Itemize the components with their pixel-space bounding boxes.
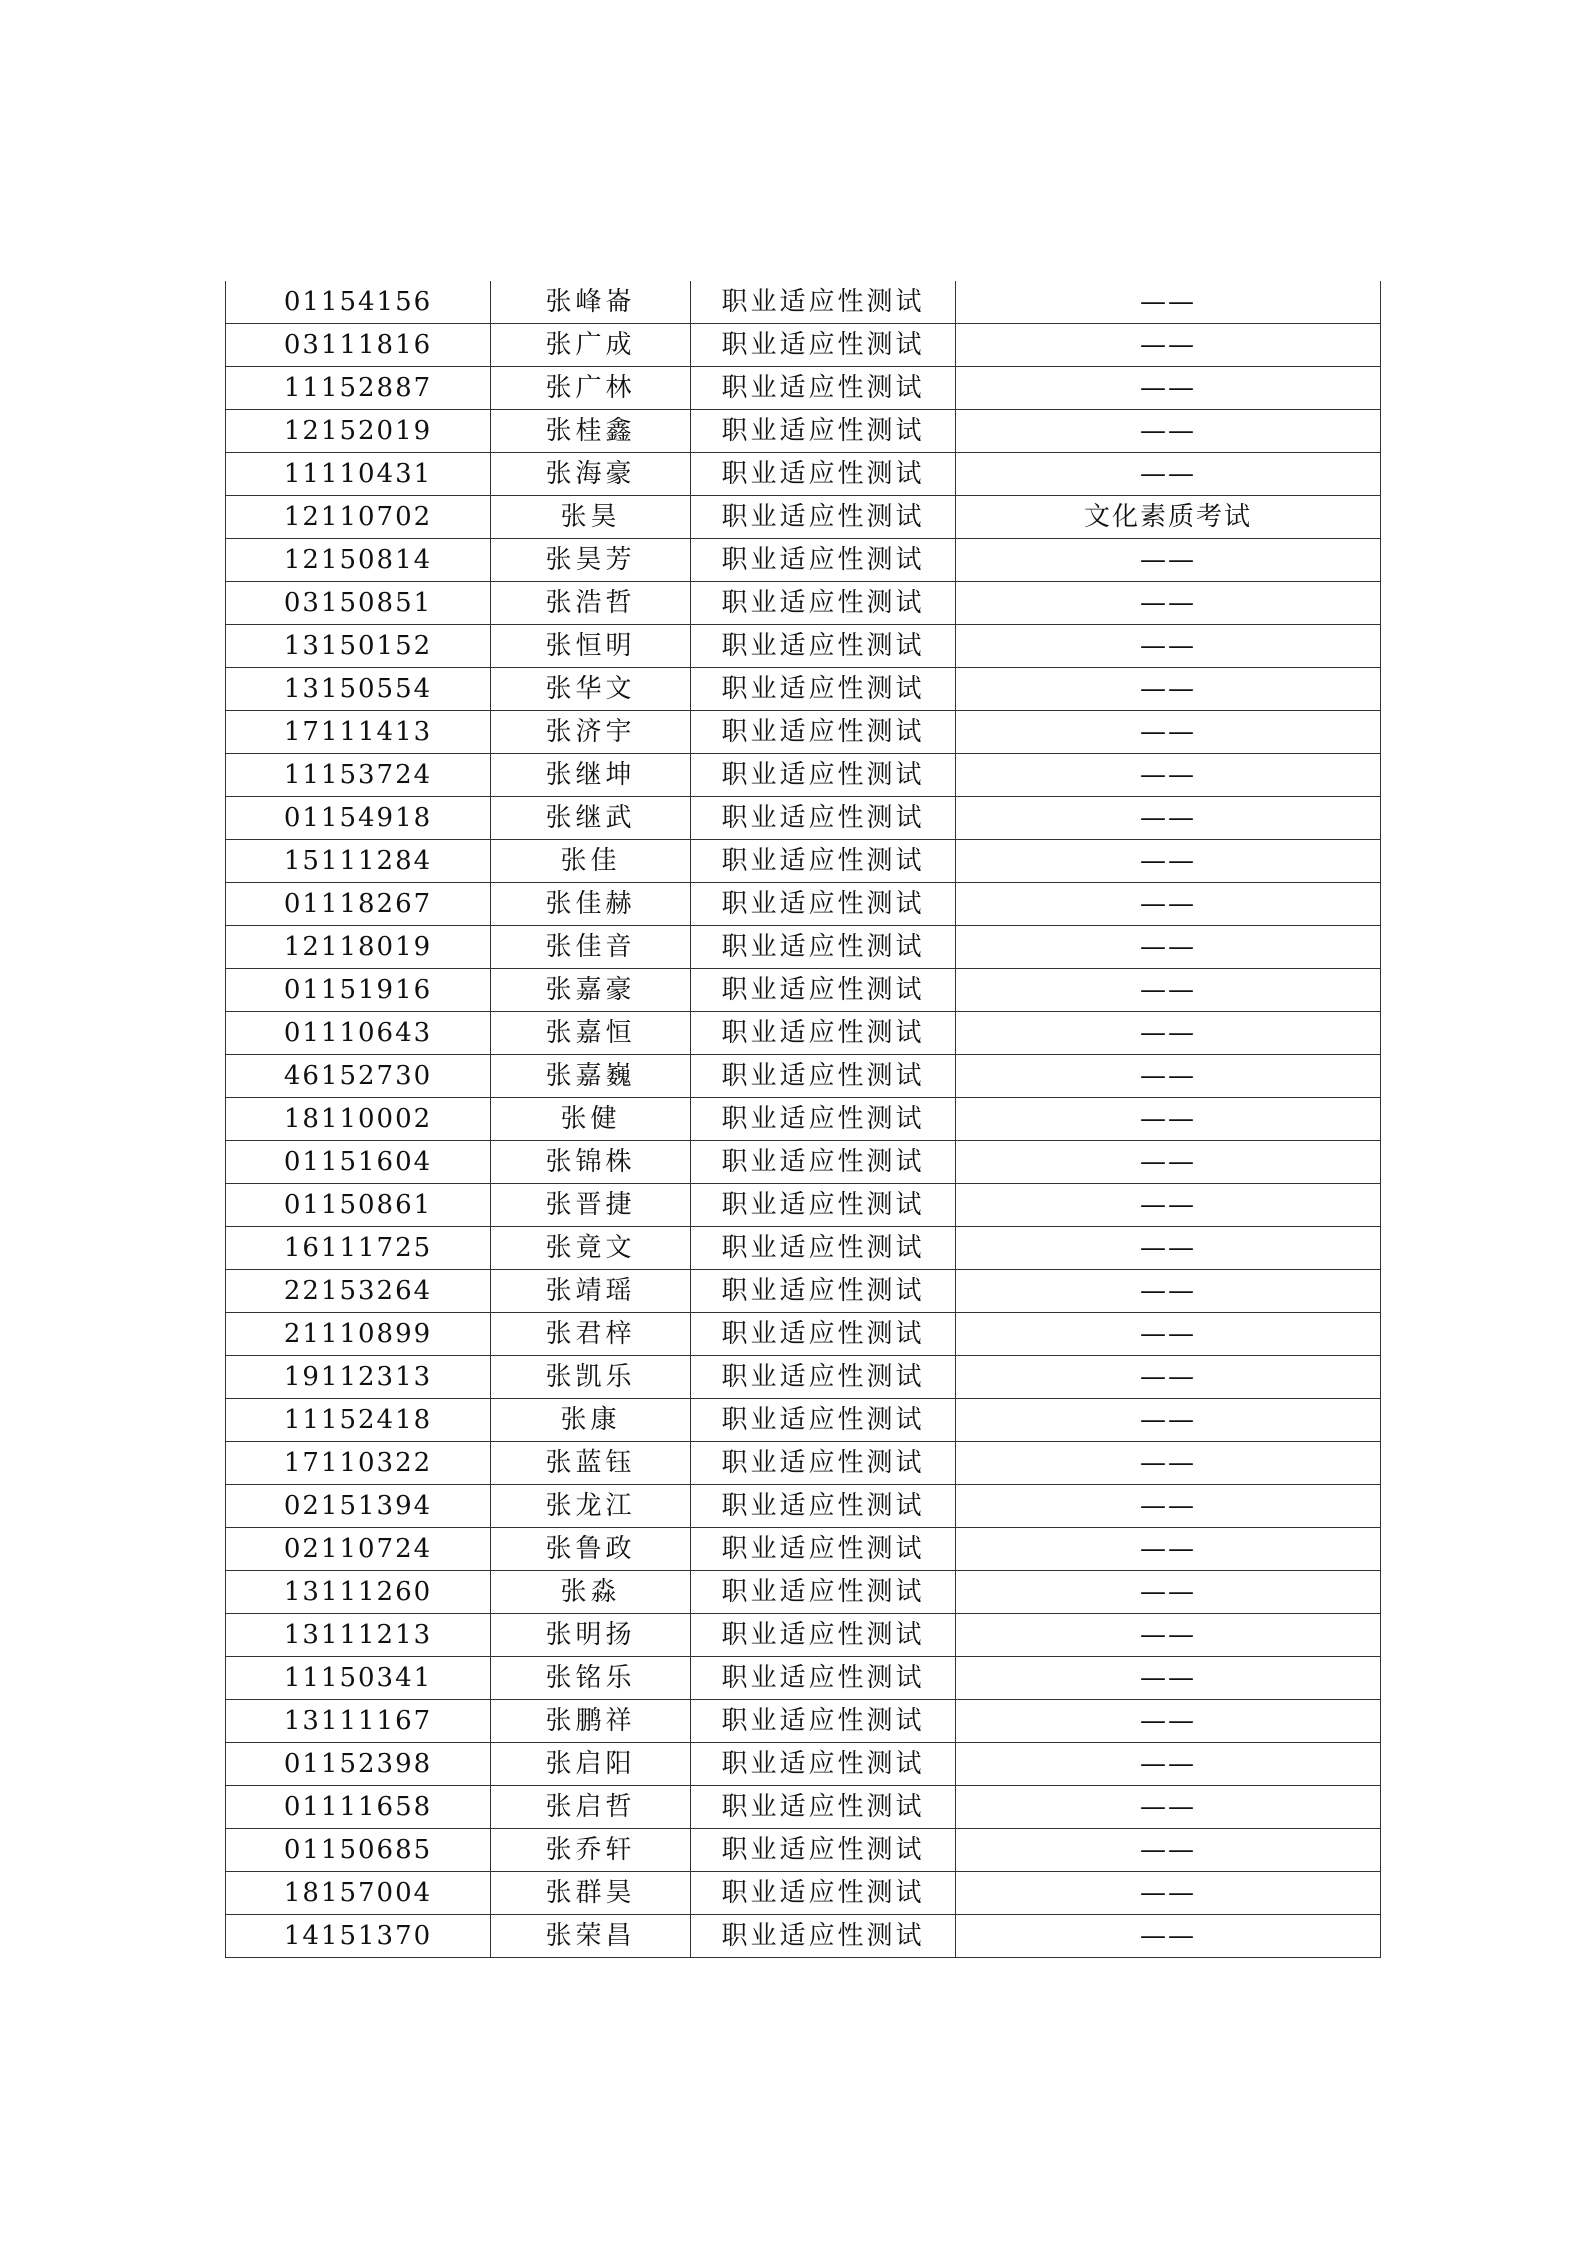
- candidate-number-cell: 11153724: [226, 754, 491, 797]
- test-type-cell: 职业适应性测试: [691, 1270, 956, 1313]
- candidate-name-cell: 张海豪: [491, 453, 691, 496]
- remark-cell: ——: [956, 1657, 1381, 1700]
- test-type-cell: 职业适应性测试: [691, 711, 956, 754]
- remark-cell: ——: [956, 1786, 1381, 1829]
- remark-cell: ——: [956, 1313, 1381, 1356]
- remark-cell: ——: [956, 883, 1381, 926]
- test-type-cell: 职业适应性测试: [691, 1614, 956, 1657]
- candidate-name-cell: 张佳音: [491, 926, 691, 969]
- test-type-cell: 职业适应性测试: [691, 969, 956, 1012]
- remark-cell: ——: [956, 281, 1381, 324]
- candidate-number-cell: 01152398: [226, 1743, 491, 1786]
- candidate-name-cell: 张凯乐: [491, 1356, 691, 1399]
- remark-cell: ——: [956, 1915, 1381, 1958]
- candidate-name-cell: 张广林: [491, 367, 691, 410]
- test-type-cell: 职业适应性测试: [691, 1356, 956, 1399]
- test-type-cell: 职业适应性测试: [691, 1657, 956, 1700]
- table-row: [226, 1657, 1381, 1700]
- table-row: [226, 496, 1381, 539]
- table-row: [226, 281, 1381, 324]
- candidate-name-cell: 张峰崙: [491, 281, 691, 324]
- remark-cell: ——: [956, 539, 1381, 582]
- test-type-cell: 职业适应性测试: [691, 453, 956, 496]
- table-row: [226, 926, 1381, 969]
- candidate-number-cell: 17110322: [226, 1442, 491, 1485]
- remark-cell: ——: [956, 410, 1381, 453]
- table-row: [226, 797, 1381, 840]
- test-type-cell: 职业适应性测试: [691, 1399, 956, 1442]
- candidate-name-cell: 张佳: [491, 840, 691, 883]
- remark-cell: ——: [956, 1571, 1381, 1614]
- table-row: [226, 1571, 1381, 1614]
- remark-cell: ——: [956, 969, 1381, 1012]
- candidate-number-cell: 01151604: [226, 1141, 491, 1184]
- table-row: [226, 539, 1381, 582]
- test-type-cell: 职业适应性测试: [691, 281, 956, 324]
- test-type-cell: 职业适应性测试: [691, 1485, 956, 1528]
- candidate-number-cell: 13111260: [226, 1571, 491, 1614]
- table-row: [226, 1399, 1381, 1442]
- remark-cell: ——: [956, 1528, 1381, 1571]
- remark-cell: ——: [956, 797, 1381, 840]
- test-type-cell: 职业适应性测试: [691, 1227, 956, 1270]
- test-type-cell: 职业适应性测试: [691, 324, 956, 367]
- candidate-name-cell: 张佳赫: [491, 883, 691, 926]
- roster-table-body: [226, 281, 1381, 1958]
- table-row: [226, 1442, 1381, 1485]
- candidate-number-cell: 13150554: [226, 668, 491, 711]
- test-type-cell: 职业适应性测试: [691, 1571, 956, 1614]
- test-type-cell: 职业适应性测试: [691, 625, 956, 668]
- candidate-name-cell: 张启阳: [491, 1743, 691, 1786]
- candidate-name-cell: 张君梓: [491, 1313, 691, 1356]
- test-type-cell: 职业适应性测试: [691, 496, 956, 539]
- test-type-cell: 职业适应性测试: [691, 883, 956, 926]
- candidate-number-cell: 11150341: [226, 1657, 491, 1700]
- table-row: [226, 1270, 1381, 1313]
- test-type-cell: 职业适应性测试: [691, 1786, 956, 1829]
- test-type-cell: 职业适应性测试: [691, 926, 956, 969]
- table-row: [226, 1915, 1381, 1958]
- remark-cell: ——: [956, 1700, 1381, 1743]
- candidate-name-cell: 张昊: [491, 496, 691, 539]
- candidate-number-cell: 02110724: [226, 1528, 491, 1571]
- table-row: [226, 668, 1381, 711]
- candidate-number-cell: 11152418: [226, 1399, 491, 1442]
- remark-cell: ——: [956, 1442, 1381, 1485]
- remark-cell: ——: [956, 711, 1381, 754]
- remark-cell: ——: [956, 582, 1381, 625]
- candidate-number-cell: 03111816: [226, 324, 491, 367]
- candidate-name-cell: 张继坤: [491, 754, 691, 797]
- candidate-number-cell: 02151394: [226, 1485, 491, 1528]
- test-type-cell: 职业适应性测试: [691, 1700, 956, 1743]
- candidate-number-cell: 01110643: [226, 1012, 491, 1055]
- remark-cell: ——: [956, 1399, 1381, 1442]
- candidate-number-cell: 12110702: [226, 496, 491, 539]
- candidate-number-cell: 01111658: [226, 1786, 491, 1829]
- remark-cell: ——: [956, 367, 1381, 410]
- test-type-cell: 职业适应性测试: [691, 1184, 956, 1227]
- test-type-cell: 职业适应性测试: [691, 1098, 956, 1141]
- candidate-name-cell: 张淼: [491, 1571, 691, 1614]
- test-type-cell: 职业适应性测试: [691, 668, 956, 711]
- test-type-cell: 职业适应性测试: [691, 1442, 956, 1485]
- candidate-number-cell: 01118267: [226, 883, 491, 926]
- remark-cell: ——: [956, 1098, 1381, 1141]
- table-row: [226, 1313, 1381, 1356]
- candidate-name-cell: 张靖瑶: [491, 1270, 691, 1313]
- test-type-cell: 职业适应性测试: [691, 1528, 956, 1571]
- remark-cell: ——: [956, 1270, 1381, 1313]
- candidate-number-cell: 11152887: [226, 367, 491, 410]
- table-row: [226, 1356, 1381, 1399]
- test-type-cell: 职业适应性测试: [691, 754, 956, 797]
- candidate-number-cell: 01150685: [226, 1829, 491, 1872]
- candidate-name-cell: 张乔轩: [491, 1829, 691, 1872]
- candidate-number-cell: 01151916: [226, 969, 491, 1012]
- test-type-cell: 职业适应性测试: [691, 1872, 956, 1915]
- candidate-number-cell: 01150861: [226, 1184, 491, 1227]
- candidate-number-cell: 13111167: [226, 1700, 491, 1743]
- candidate-number-cell: 17111413: [226, 711, 491, 754]
- candidate-number-cell: 12150814: [226, 539, 491, 582]
- table-row: [226, 840, 1381, 883]
- candidate-number-cell: 11110431: [226, 453, 491, 496]
- candidate-number-cell: 01154156: [226, 281, 491, 324]
- candidate-name-cell: 张荣昌: [491, 1915, 691, 1958]
- candidate-name-cell: 张嘉巍: [491, 1055, 691, 1098]
- remark-cell: ——: [956, 1485, 1381, 1528]
- table-row: [226, 1872, 1381, 1915]
- table-row: [226, 1141, 1381, 1184]
- candidate-name-cell: 张群昊: [491, 1872, 691, 1915]
- candidate-number-cell: 18110002: [226, 1098, 491, 1141]
- candidate-name-cell: 张康: [491, 1399, 691, 1442]
- table-row: [226, 1743, 1381, 1786]
- table-row: [226, 625, 1381, 668]
- candidate-name-cell: 张桂鑫: [491, 410, 691, 453]
- test-type-cell: 职业适应性测试: [691, 367, 956, 410]
- candidate-number-cell: 15111284: [226, 840, 491, 883]
- candidate-name-cell: 张竟文: [491, 1227, 691, 1270]
- table-row: [226, 1012, 1381, 1055]
- table-row: [226, 1098, 1381, 1141]
- candidate-name-cell: 张锦株: [491, 1141, 691, 1184]
- candidate-name-cell: 张铭乐: [491, 1657, 691, 1700]
- table-row: [226, 410, 1381, 453]
- candidate-name-cell: 张恒明: [491, 625, 691, 668]
- test-type-cell: 职业适应性测试: [691, 1012, 956, 1055]
- candidate-name-cell: 张嘉恒: [491, 1012, 691, 1055]
- remark-cell: ——: [956, 324, 1381, 367]
- remark-cell: ——: [956, 1356, 1381, 1399]
- table-row: [226, 1786, 1381, 1829]
- test-type-cell: 职业适应性测试: [691, 1141, 956, 1184]
- remark-cell: ——: [956, 1614, 1381, 1657]
- candidate-number-cell: 18157004: [226, 1872, 491, 1915]
- candidate-number-cell: 13150152: [226, 625, 491, 668]
- remark-cell: ——: [956, 1829, 1381, 1872]
- candidate-name-cell: 张广成: [491, 324, 691, 367]
- candidate-number-cell: 12152019: [226, 410, 491, 453]
- candidate-name-cell: 张继武: [491, 797, 691, 840]
- candidate-number-cell: 16111725: [226, 1227, 491, 1270]
- test-type-cell: 职业适应性测试: [691, 1313, 956, 1356]
- remark-cell: ——: [956, 1743, 1381, 1786]
- remark-cell: ——: [956, 926, 1381, 969]
- test-type-cell: 职业适应性测试: [691, 840, 956, 883]
- remark-cell: ——: [956, 1227, 1381, 1270]
- candidate-number-cell: 12118019: [226, 926, 491, 969]
- candidate-name-cell: 张启哲: [491, 1786, 691, 1829]
- table-row: [226, 1227, 1381, 1270]
- test-type-cell: 职业适应性测试: [691, 410, 956, 453]
- candidate-number-cell: 01154918: [226, 797, 491, 840]
- candidate-name-cell: 张浩哲: [491, 582, 691, 625]
- table-row: [226, 324, 1381, 367]
- candidate-number-cell: 14151370: [226, 1915, 491, 1958]
- test-type-cell: 职业适应性测试: [691, 1055, 956, 1098]
- candidate-name-cell: 张晋捷: [491, 1184, 691, 1227]
- test-type-cell: 职业适应性测试: [691, 797, 956, 840]
- candidate-number-cell: 46152730: [226, 1055, 491, 1098]
- remark-cell: ——: [956, 625, 1381, 668]
- remark-cell: ——: [956, 840, 1381, 883]
- test-type-cell: 职业适应性测试: [691, 1743, 956, 1786]
- table-row: [226, 1485, 1381, 1528]
- candidate-name-cell: 张济宇: [491, 711, 691, 754]
- table-row: [226, 1528, 1381, 1571]
- test-type-cell: 职业适应性测试: [691, 582, 956, 625]
- remark-cell: ——: [956, 1012, 1381, 1055]
- table-row: [226, 883, 1381, 926]
- candidate-name-cell: 张明扬: [491, 1614, 691, 1657]
- table-row: [226, 711, 1381, 754]
- table-row: [226, 1829, 1381, 1872]
- candidate-name-cell: 张健: [491, 1098, 691, 1141]
- candidate-number-cell: 03150851: [226, 582, 491, 625]
- candidate-name-cell: 张鹏祥: [491, 1700, 691, 1743]
- table-row: [226, 754, 1381, 797]
- candidate-name-cell: 张龙江: [491, 1485, 691, 1528]
- table-row: [226, 453, 1381, 496]
- remark-cell: ——: [956, 1872, 1381, 1915]
- candidate-number-cell: 13111213: [226, 1614, 491, 1657]
- remark-cell: ——: [956, 453, 1381, 496]
- table-row: [226, 1700, 1381, 1743]
- remark-cell: 文化素质考试: [956, 496, 1381, 539]
- test-type-cell: 职业适应性测试: [691, 1829, 956, 1872]
- remark-cell: ——: [956, 1141, 1381, 1184]
- candidate-name-cell: 张鲁政: [491, 1528, 691, 1571]
- candidate-number-cell: 22153264: [226, 1270, 491, 1313]
- table-row: [226, 367, 1381, 410]
- remark-cell: ——: [956, 754, 1381, 797]
- candidate-number-cell: 21110899: [226, 1313, 491, 1356]
- table-row: [226, 969, 1381, 1012]
- candidate-name-cell: 张昊芳: [491, 539, 691, 582]
- candidate-name-cell: 张嘉豪: [491, 969, 691, 1012]
- remark-cell: ——: [956, 668, 1381, 711]
- table-row: [226, 582, 1381, 625]
- table-row: [226, 1055, 1381, 1098]
- roster-table: [225, 281, 1381, 1958]
- candidate-name-cell: 张华文: [491, 668, 691, 711]
- candidate-name-cell: 张蓝钰: [491, 1442, 691, 1485]
- table-row: [226, 1184, 1381, 1227]
- remark-cell: ——: [956, 1055, 1381, 1098]
- table-row: [226, 1614, 1381, 1657]
- remark-cell: ——: [956, 1184, 1381, 1227]
- test-type-cell: 职业适应性测试: [691, 1915, 956, 1958]
- test-type-cell: 职业适应性测试: [691, 539, 956, 582]
- candidate-number-cell: 19112313: [226, 1356, 491, 1399]
